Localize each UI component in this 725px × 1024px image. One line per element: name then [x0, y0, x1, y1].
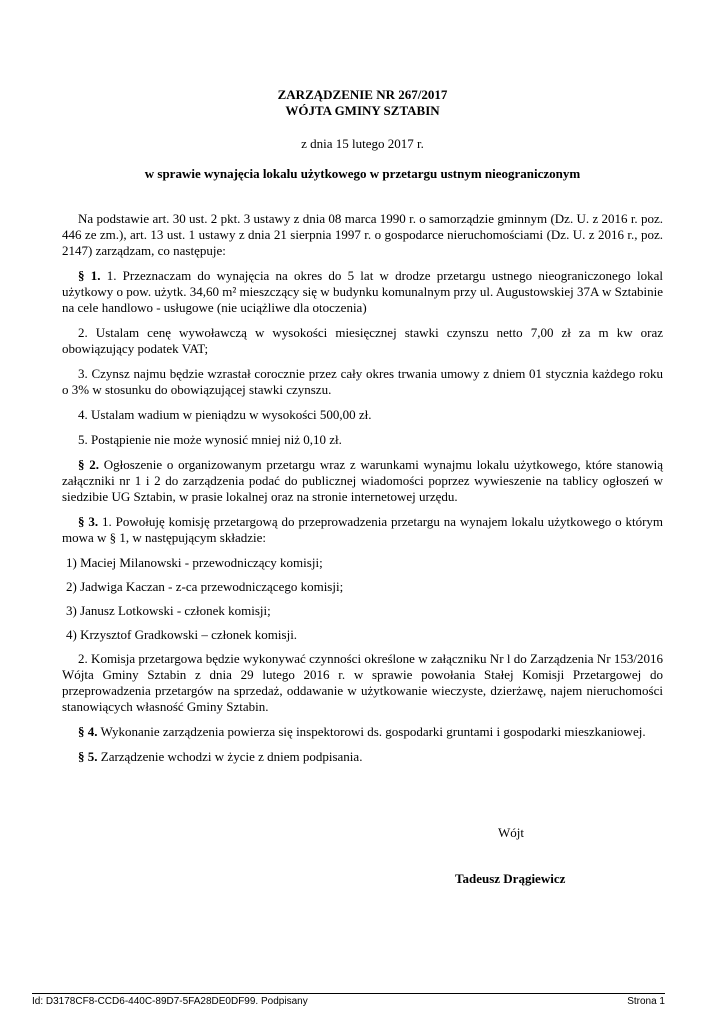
section-5-text: Zarządzenie wchodzi w życie z dniem podpisania.	[100, 749, 363, 764]
section-2-mark: § 2.	[78, 457, 99, 472]
document-title: ZARZĄDZENIE NR 267/2017	[277, 87, 448, 102]
document-body	[62, 211, 663, 774]
document-authority: WÓJTA GMINY SZTABIN	[285, 103, 440, 118]
footer-document-id: Id: D3178CF8-CCD6-440C-89D7-5FA28DE0DF99. Podpisany	[32, 996, 308, 1007]
intro-paragraph: Na podstawie art. 30 ust. 2 pkt. 3 ustawy z dnia 08 marca 1990 r. o samorządzie gminnym (Dz. U. z 2016 r. poz. 446 ze zm.), art. 13 ust. 1 ustawy z dnia 21 sierpnia 1997 r. o gospodarce nieruchomościami (Dz. U. z 2016 r., poz. 2147) zarządzam, co następuje:	[62, 211, 663, 258]
footer-divider	[32, 993, 665, 994]
section-3-paragraph-1	[62, 514, 663, 546]
section-1-text-1: 1. Przeznaczam do wynajęcia na okres do 5 lat w drodze przetargu ustnego nieograniczonego lokal użytkowy o pow. użytk. 34,60 m² mieszczący się w budynku komunalnym przy ul. Augustowskiej 37A w Sztabinie na cele handlowo - usługowe (nie uciążliwe dla otoczenia)	[62, 268, 664, 315]
commission-member: 1) Maciej Milanowski - przewodniczący komisji;	[66, 555, 323, 570]
section-5-mark: § 5.	[78, 749, 98, 764]
section-2-text: Ogłoszenie o organizowanym przetargu wraz z warunkami wynajmu lokalu użytkowego, które stanowią załączniki nr 1 i 2 do zarządzenia podać do publicznej wiadomości poprzez wywieszenie na tablicy ogłoszeń w siedzibie UG Sztabin, w prasie lokalnej oraz na stronie internetowej urzędu.	[62, 457, 663, 504]
section-3-mark: § 3.	[78, 514, 99, 529]
document-subject: w sprawie wynajęcia lokalu użytkowego w przetargu ustnym nieograniczonym	[144, 166, 581, 181]
section-3-text-1: 1. Powołuję komisję przetargową do przeprowadzenia przetargu na wynajem lokalu użytkowego o którym mowa w § 1, w następującym składzie:	[62, 514, 664, 545]
signature-name: Tadeusz Drągiewicz	[455, 871, 566, 886]
section-1-paragraph-3: 3. Czynsz najmu będzie wzrastał corocznie przez cały okres trwania umowy z dniem 01 stycznia każdego roku o 3% w stosunku do obowiązującej stawki czynszu.	[62, 366, 663, 397]
section-5-paragraph	[62, 749, 663, 765]
section-4-text: Wykonanie zarządzenia powierza się inspektorowi ds. gospodarki gruntami i gospodarki mieszkaniowej.	[100, 724, 646, 739]
section-1-paragraph-4: 4. Ustalam wadium w pieniądzu w wysokości 500,00 zł.	[78, 407, 372, 422]
section-1-paragraph-5: 5. Postąpienie nie może wynosić mniej niż 0,10 zł.	[78, 432, 342, 447]
document-header	[0, 87, 725, 119]
footer-page-number: Strona 1	[627, 996, 665, 1007]
section-4-paragraph	[62, 724, 663, 740]
signature-title: Wójt	[498, 825, 524, 840]
section-2-paragraph	[62, 457, 663, 505]
commission-member: 4) Krzysztof Gradkowski – członek komisji.	[66, 627, 298, 642]
commission-member: 3) Janusz Lotkowski - członek komisji;	[66, 603, 271, 618]
section-1-mark: § 1.	[78, 268, 101, 283]
document-date: z dnia 15 lutego 2017 r.	[301, 136, 424, 151]
section-4-mark: § 4.	[78, 724, 98, 739]
section-3-paragraph-2: 2. Komisja przetargowa będzie wykonywać czynności określone w załączniku Nr l do Zarządzenia Nr 153/2016 Wójta Gminy Sztabin z dnia 29 lutego 2016 r. w sprawie powołania Stałej Komisji Przetargowej do przeprowadzenia przetargów na sprzedaż, oddawanie w użytkowanie wieczyste, dzierżawę, najem nieruchomości stanowiących własność Gminy Sztabin.	[62, 651, 663, 714]
section-1-paragraph-2: 2. Ustalam cenę wywoławczą w wysokości miesięcznej stawki czynszu netto 7,00 zł za m kw oraz obowiązujący podatek VAT;	[62, 325, 663, 356]
section-1-paragraph-1	[62, 268, 663, 316]
commission-member: 2) Jadwiga Kaczan - z-ca przewodniczącego komisji;	[66, 579, 344, 594]
